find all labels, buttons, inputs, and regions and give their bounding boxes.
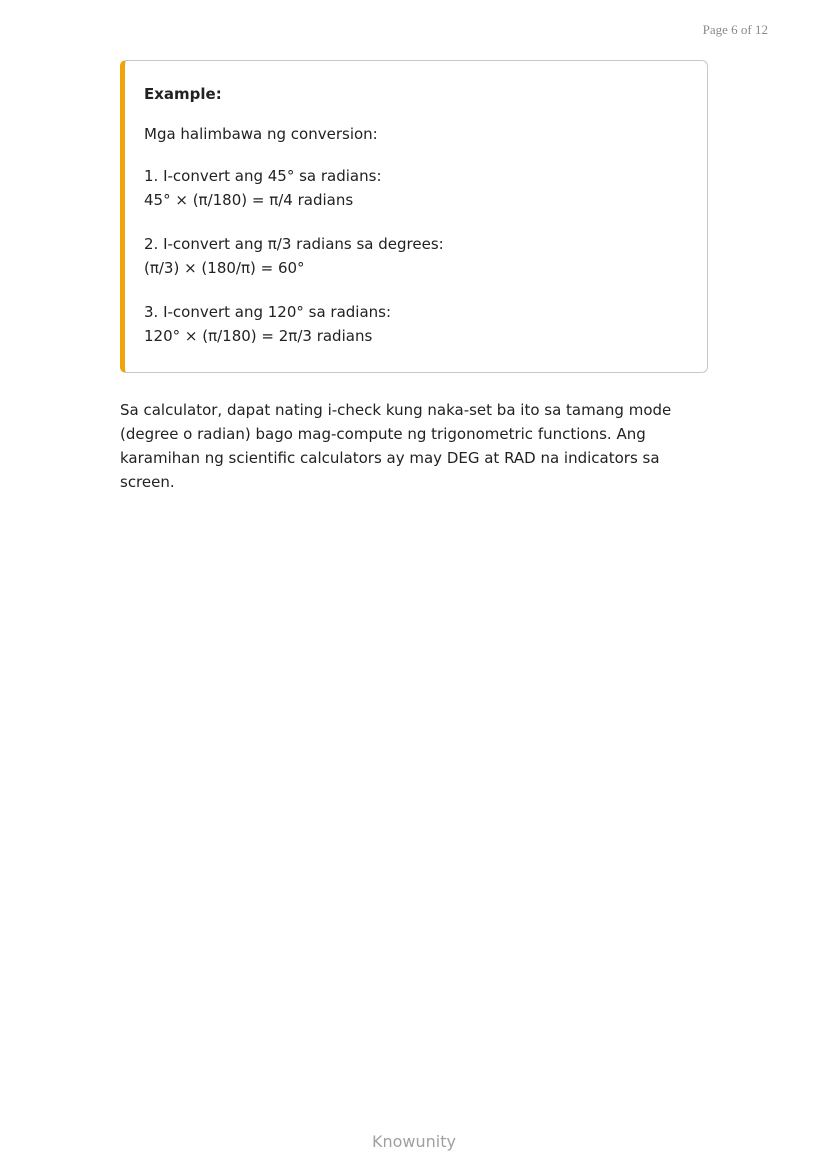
- example-box: [120, 60, 708, 373]
- body-paragraph: Sa calculator, dapat nating i-check kung naka-set ba ito sa tamang mode (degree o radian) bago mag-compute ng trigonometric functions. Ang karamihan ng scientific calculators ay may DEG at RAD na indicators sa screen.: [120, 401, 672, 491]
- example-step-2: [144, 232, 687, 280]
- example-step-1: [144, 164, 687, 212]
- step-formula: 45° × (π/180) = π/4 radians: [144, 191, 354, 209]
- step-formula: 120° × (π/180) = 2π/3 radians: [144, 327, 373, 345]
- page-number: Page 6 of 12: [702, 22, 768, 37]
- footer-brand: Knowunity: [372, 1132, 456, 1151]
- step-label: 1. I-convert ang 45° sa radians:: [144, 167, 382, 185]
- step-label: 2. I-convert ang π/3 radians sa degrees:: [144, 235, 444, 253]
- step-formula: (π/3) × (180/π) = 60°: [144, 259, 305, 277]
- step-label: 3. I-convert ang 120° sa radians:: [144, 303, 392, 321]
- example-step-3: [144, 300, 687, 348]
- example-intro: Mga halimbawa ng conversion:: [144, 125, 378, 143]
- example-title: Example:: [144, 85, 222, 103]
